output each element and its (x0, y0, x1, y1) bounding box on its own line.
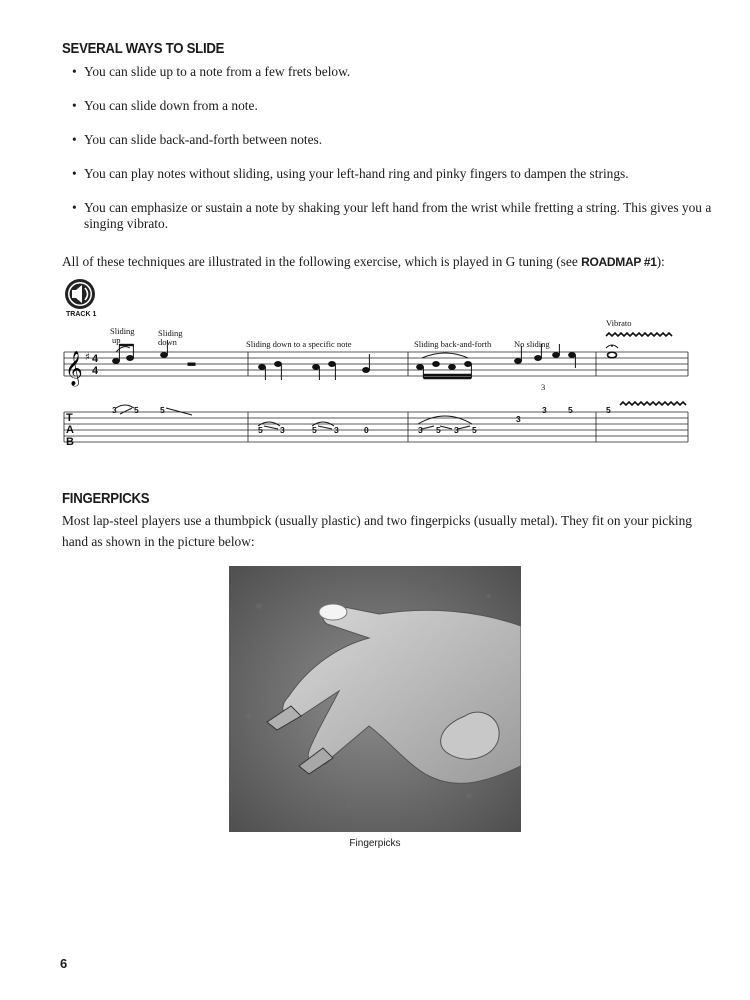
thumbpick-icon (319, 604, 347, 620)
staff-lines (64, 352, 688, 376)
slur-icon (116, 347, 130, 352)
tab-letter-t: T (66, 412, 73, 424)
triplet-mark: 3 (541, 382, 546, 392)
tab-number: 3 (334, 425, 339, 435)
vibrato-wave-icon (620, 402, 686, 405)
slide-techniques-list (72, 64, 712, 250)
page-number: 6 (60, 956, 68, 971)
bullet-text: You can play notes without sliding, using your left-hand ring and pinky fingers to dampen the strings. (84, 166, 629, 181)
list-item (72, 166, 712, 182)
bullet-text: You can emphasize or sustain a note by shaking your left hand from the wrist while fretting a string. This gives you a singing vibrato. (84, 200, 712, 231)
label-specific-note: Sliding down to a specific note (246, 339, 352, 349)
label-sliding-up-2: up (112, 335, 121, 345)
tab-number: 3 (516, 414, 521, 424)
tab-number: 5 (472, 425, 477, 435)
tab-number: 3 (454, 425, 459, 435)
tab-number: 5 (160, 405, 165, 415)
tab-number: 3 (280, 425, 285, 435)
label-vibrato: Vibrato (606, 318, 632, 328)
bullet-icon: • (72, 64, 77, 79)
tab-number: 5 (606, 405, 611, 415)
label-sliding-up-1: Sliding (110, 326, 135, 336)
tab-number: 5 (258, 425, 263, 435)
tab-number: 5 (312, 425, 317, 435)
fingerpicks-paragraph: Most lap-steel players use a thumbpick (usually plastic) and two fingerpicks (usually metal). They fit on your picking hand as shown in the picture below: (62, 513, 692, 549)
music-notation-exercise (60, 278, 700, 458)
vibrato-wave-icon (606, 333, 672, 336)
note-heads (113, 340, 617, 380)
tab-number: 5 (436, 425, 441, 435)
photo-caption: Fingerpicks (349, 838, 401, 849)
tab-number: 5 (568, 405, 573, 415)
tab-number: 3 (542, 405, 547, 415)
list-item (72, 64, 712, 80)
time-signature-bottom: 4 (92, 365, 99, 377)
speaker-icon (65, 279, 95, 309)
label-no-sliding: No sliding (514, 339, 550, 349)
sharp-icon: ♯ (85, 352, 90, 363)
bullet-text: You can slide up to a note from a few frets below. (84, 64, 351, 79)
tab-letter-b: B (66, 436, 74, 448)
tab-numbers (112, 405, 611, 435)
bullet-icon: • (72, 98, 77, 113)
intro-text-end: ): (656, 254, 665, 269)
bullet-icon: • (72, 132, 77, 147)
label-back-and-forth: Sliding back-and-forth (414, 339, 492, 349)
notation-svg (60, 278, 700, 458)
bullet-text: You can slide back-and-forth between notes. (84, 132, 323, 147)
tab-number: 3 (112, 405, 117, 415)
list-item (72, 98, 712, 114)
section-heading-sliding: SEVERAL WAYS TO SLIDE (62, 40, 225, 57)
fingerpicks-photo (229, 566, 521, 832)
fermata-dot-icon (611, 345, 613, 347)
track-label: TRACK 1 (66, 311, 97, 318)
treble-clef-icon: 𝄞 (65, 351, 83, 386)
label-sliding-down-1: Sliding (158, 328, 183, 338)
list-item (72, 200, 712, 232)
label-sliding-down-2: down (158, 337, 177, 347)
tab-number: 5 (134, 405, 139, 415)
hand-with-fingerpicks-image (229, 566, 521, 832)
slur-icon (422, 353, 468, 358)
bullet-icon: • (72, 166, 77, 181)
tab-letter-a: A (66, 424, 74, 436)
intro-text: All of these techniques are illustrated in the following exercise, which is played in G tuning (see (62, 254, 582, 269)
list-item (72, 132, 712, 148)
time-signature-top: 4 (92, 353, 99, 365)
tab-number: 3 (418, 425, 423, 435)
bullet-text: You can slide down from a note. (84, 98, 258, 113)
tab-staff-lines (64, 412, 688, 442)
exercise-intro (62, 252, 692, 272)
bullet-icon: • (72, 200, 77, 215)
roadmap-reference: ROADMAP #1 (581, 255, 657, 269)
tab-number: 0 (364, 425, 369, 435)
section-heading-fingerpicks: FINGERPICKS (62, 490, 150, 507)
